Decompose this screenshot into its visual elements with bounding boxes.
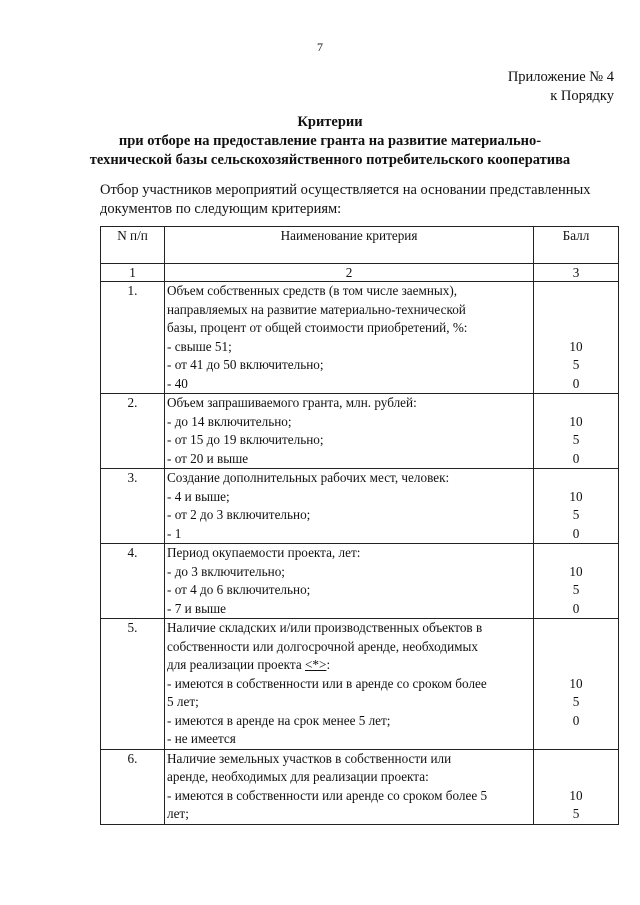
criterion-option: 5 лет; (167, 694, 199, 709)
criterion-title-line (167, 638, 531, 657)
criterion-title-text: базы, процент от общей стоимости приобретений, %: (167, 320, 468, 335)
criterion-number: 4. (101, 544, 165, 619)
index-cell: 3 (534, 264, 619, 282)
criterion-scores (534, 469, 619, 544)
header-num: N п/п (101, 227, 165, 264)
criterion-option: - имеются в собственности или в аренде со сроком более (167, 675, 487, 691)
title-line: Критерии (297, 114, 363, 130)
score-spacer (536, 282, 616, 301)
criterion-scores (534, 282, 619, 394)
column-index-row (101, 264, 619, 282)
option-score: 10 (569, 413, 583, 429)
criterion-scores (534, 544, 619, 619)
criterion-option: - от 4 до 6 включительно; (167, 582, 311, 597)
table-row (101, 282, 619, 394)
option-score: 0 (572, 712, 580, 728)
criterion-title-text: собственности или долгосрочной аренде, необходимых (167, 638, 478, 654)
criterion-number: 2. (101, 394, 165, 469)
criterion-number: 6. (101, 749, 165, 824)
criterion-name (165, 749, 534, 824)
table-row (101, 544, 619, 619)
criterion-option: - от 15 до 19 включительно; (167, 432, 324, 447)
criterion-scores (534, 394, 619, 469)
criterion-title-text: Наличие земельных участков в собственности или (167, 750, 452, 766)
title-line: технической базы сельскохозяйственного потребительского кооператива (89, 152, 571, 168)
criterion-title-line (167, 282, 531, 301)
footnote-reference[interactable]: <*> (304, 657, 327, 672)
criterion-name (165, 282, 534, 394)
score-spacer (536, 301, 616, 320)
criterion-title-line (167, 394, 531, 413)
criterion-title-line (167, 750, 531, 769)
criterion-title-line (167, 656, 531, 675)
criterion-title-text: Объем запрашиваемого гранта, млн. рублей: (167, 395, 417, 410)
header-score: Балл (534, 227, 619, 264)
index-cell: 1 (101, 264, 165, 282)
index-cell: 2 (165, 264, 534, 282)
appendix-line: к Порядку (550, 88, 614, 104)
score-spacer (536, 750, 616, 769)
criterion-title-text: аренде, необходимых для реализации проекта: (167, 769, 429, 784)
option-score: 5 (572, 694, 580, 709)
table-header-row (101, 227, 619, 264)
option-score: 5 (572, 806, 580, 821)
criterion-title-tail: : (326, 657, 331, 672)
criterion-title-line (167, 469, 531, 488)
criterion-title-text: Создание дополнительных рабочих мест, человек: (167, 470, 450, 485)
criterion-option: - имеются в собственности или аренде со сроком более 5 (167, 787, 488, 803)
criterion-title-line (167, 768, 531, 787)
criterion-scores (534, 619, 619, 750)
criteria-table (100, 226, 619, 825)
criterion-option: - свыше 51; (167, 338, 232, 354)
header-name: Наименование критерия (165, 227, 534, 264)
page-number: 7 (317, 40, 323, 54)
option-score: 10 (569, 488, 583, 504)
criterion-name (165, 394, 534, 469)
criteria-body (101, 282, 619, 825)
criterion-name (165, 619, 534, 750)
criterion-option: - 1 (167, 525, 182, 541)
option-score: 0 (572, 375, 580, 391)
option-score: 0 (572, 600, 580, 616)
criterion-title-line (167, 319, 531, 338)
criterion-option: лет; (167, 806, 189, 821)
table-row (101, 394, 619, 469)
criterion-option: - 7 и выше (167, 600, 227, 616)
score-spacer (536, 768, 616, 787)
criterion-title-line (167, 619, 531, 638)
score-spacer (536, 619, 616, 638)
criterion-number: 3. (101, 469, 165, 544)
criterion-option: - 4 и выше; (167, 488, 230, 504)
score-spacer (536, 469, 616, 488)
criterion-name (165, 544, 534, 619)
criterion-title-text: Наличие складских и/или производственных объектов в (167, 620, 483, 635)
criterion-title-line (167, 544, 531, 563)
document-title (50, 113, 610, 170)
criterion-title-text: Объем собственных средств (в том числе заемных), (167, 283, 458, 298)
score-spacer (536, 656, 616, 675)
option-score: 10 (569, 787, 583, 803)
score-spacer (536, 319, 616, 338)
criterion-title-text: направляемых на развитие материально-технической (167, 301, 466, 317)
criterion-number: 1. (101, 282, 165, 394)
criterion-title-text: Период окупаемости проекта, лет: (167, 545, 361, 560)
option-score (536, 730, 616, 749)
criterion-option: - от 2 до 3 включительно; (167, 507, 311, 522)
appendix-line: Приложение № 4 (507, 69, 614, 85)
criterion-name (165, 469, 534, 544)
criterion-number: 5. (101, 619, 165, 750)
criterion-option: - не имеется (167, 731, 236, 746)
option-score: 5 (572, 507, 580, 522)
option-score: 5 (572, 357, 580, 372)
appendix-reference (508, 68, 614, 106)
criterion-option: - от 41 до 50 включительно; (167, 357, 324, 372)
score-spacer (536, 638, 616, 657)
table-row (101, 619, 619, 750)
option-score: 0 (572, 450, 580, 466)
criterion-option: - до 3 включительно; (167, 563, 285, 579)
option-score: 10 (569, 563, 583, 579)
title-line: при отборе на предоставление гранта на развитие материально- (118, 133, 542, 149)
criterion-title-line (167, 301, 531, 320)
option-score: 0 (572, 525, 580, 541)
intro-paragraph: Отбор участников мероприятий осуществляется на основании представленных документов по следующим критериям: (100, 182, 591, 217)
option-score: 5 (572, 432, 580, 447)
option-score: 10 (569, 675, 583, 691)
table-row (101, 749, 619, 824)
option-score: 5 (572, 582, 580, 597)
option-score: 10 (569, 338, 583, 354)
table-row (101, 469, 619, 544)
criterion-option: - имеются в аренде на срок менее 5 лет; (167, 712, 391, 728)
criterion-scores (534, 749, 619, 824)
criterion-option: - 40 (167, 375, 188, 391)
criterion-option: - от 20 и выше (167, 450, 249, 466)
criterion-title-text: для реализации проекта (167, 657, 305, 672)
score-spacer (536, 544, 616, 563)
score-spacer (536, 394, 616, 413)
criterion-option: - до 14 включительно; (167, 413, 292, 429)
